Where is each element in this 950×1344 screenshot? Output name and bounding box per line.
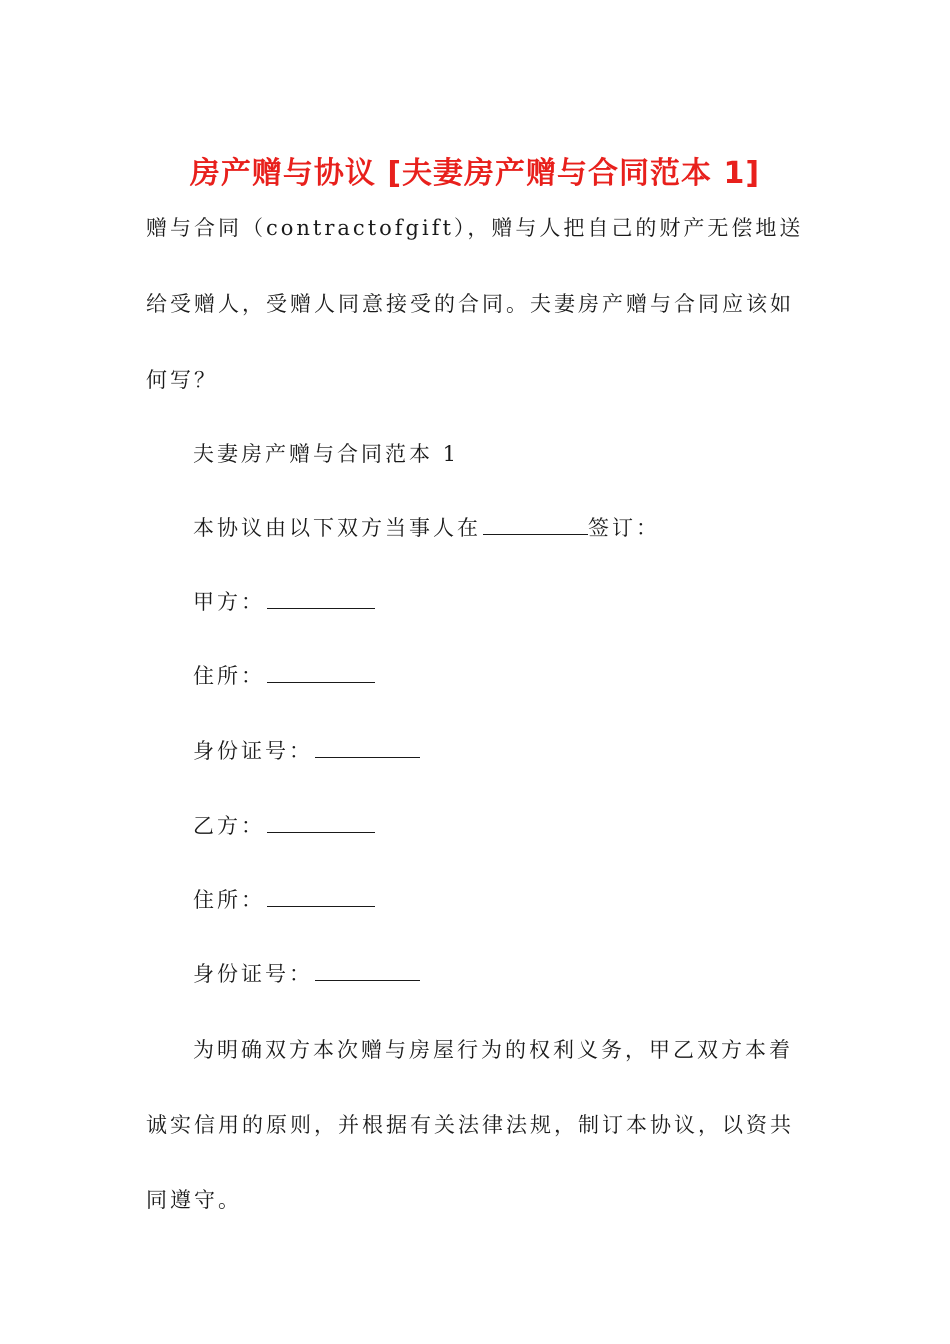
party-a-address-blank[interactable] [267, 662, 375, 683]
signing-place-blank[interactable] [483, 514, 588, 535]
party-b-id-blank[interactable] [315, 960, 420, 981]
sample-heading: 夫妻房产赠与合同范本 1 [193, 442, 460, 466]
intro-line-1: 赠与合同（contractofgift），赠与人把自己的财产无偿地送 [146, 216, 804, 240]
party-a-address-label: 住所： [193, 664, 265, 688]
agreement-intro [193, 512, 660, 542]
purpose-line-1: 为明确双方本次赠与房屋行为的权利义务，甲乙双方本着 [193, 1038, 793, 1062]
party-b-id-line [193, 958, 420, 988]
party-a-id-blank[interactable] [315, 737, 420, 758]
party-b-label: 乙方： [193, 814, 265, 838]
party-b-line [193, 810, 375, 840]
party-b-name-blank[interactable] [267, 812, 375, 833]
party-b-address-label: 住所： [193, 888, 265, 912]
party-a-id-line [193, 735, 420, 765]
document-title: 房产赠与协议 [夫妻房产赠与合同范本 1] [189, 156, 761, 191]
party-a-line [193, 586, 375, 616]
agreement-intro-suffix: 签订： [588, 516, 660, 540]
party-a-id-label: 身份证号： [193, 739, 313, 763]
party-a-label: 甲方： [193, 590, 265, 614]
party-b-id-label: 身份证号： [193, 962, 313, 986]
intro-line-3: 何写？ [146, 368, 218, 392]
party-b-address-line [193, 884, 375, 914]
purpose-line-2: 诚实信用的原则，并根据有关法律法规，制订本协议，以资共 [146, 1113, 794, 1137]
agreement-intro-text: 本协议由以下双方当事人在 [193, 516, 481, 540]
party-a-name-blank[interactable] [267, 588, 375, 609]
intro-line-2: 给受赠人，受赠人同意接受的合同。夫妻房产赠与合同应该如 [146, 292, 794, 316]
party-b-address-blank[interactable] [267, 886, 375, 907]
purpose-line-3: 同遵守。 [146, 1188, 242, 1212]
party-a-address-line [193, 660, 375, 690]
